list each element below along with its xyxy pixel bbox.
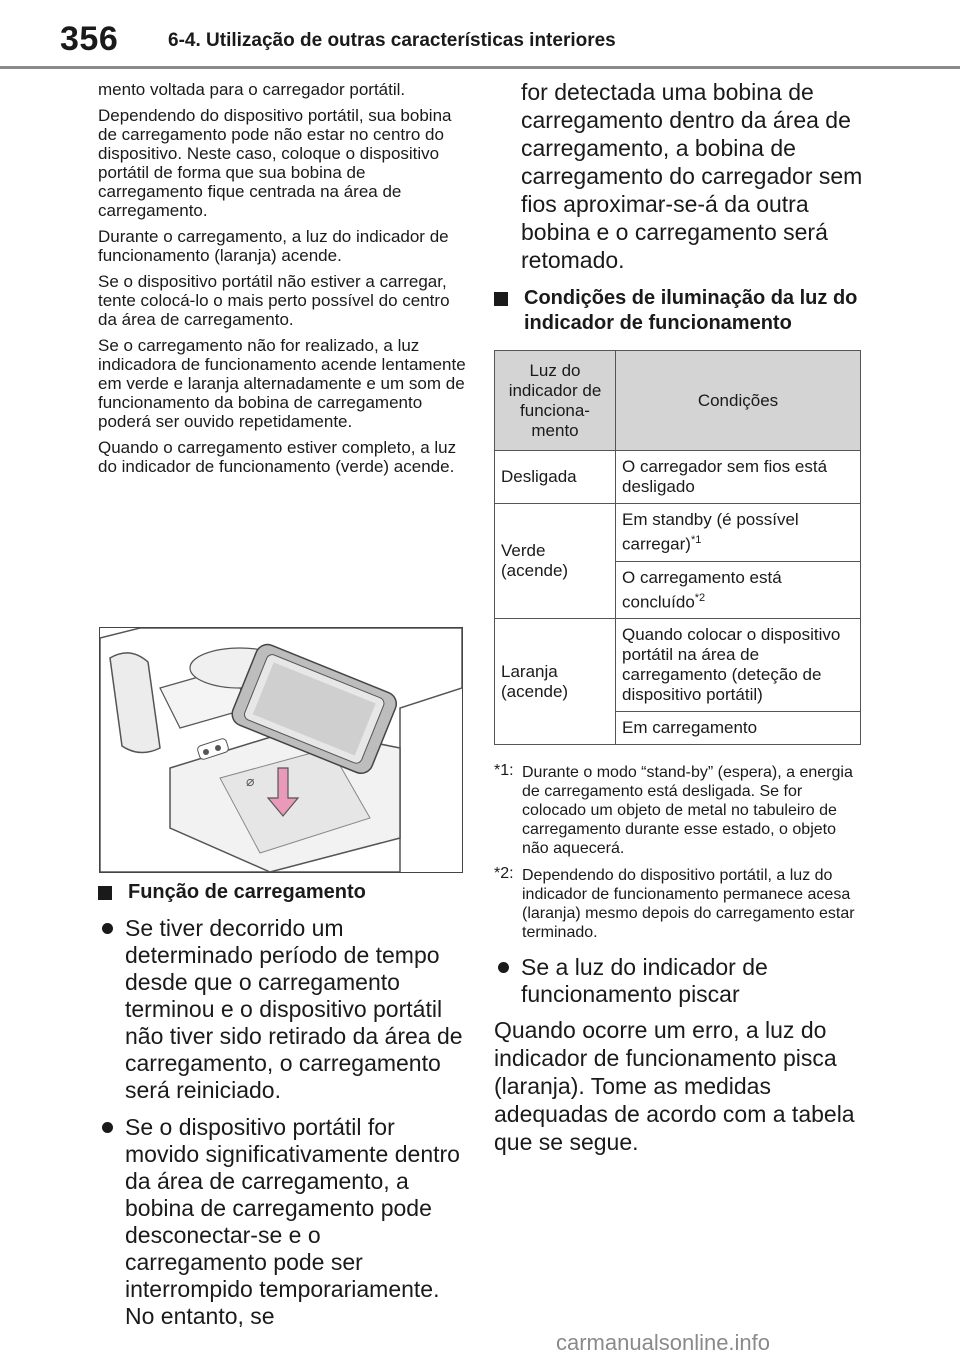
paragraph-continued: for detectada uma bobina de carregamento dentro da área de carregamento, a bobina de carregamento do carregador sem fios aproximar-se-á da outra bobina e o carregamento será retomado. [521,79,863,273]
bullet-item: Se tiver decorrido um determinado período de tempo desde que o carregamento terminou e o dispositivo portátil não tiver sido retirado da área de carregamento, o carregamento será reiniciado. [98,915,468,1104]
table-cell: O carregador sem fios está desligado [616,451,861,504]
watermark: carmanualsonline.info [556,1330,771,1355]
table-cell [616,504,861,562]
footnote [494,866,864,942]
header-rule [0,66,960,69]
section-heading-conditions: Condições de iluminação da luz do indicador de funcionamento [494,286,864,336]
cell-text: O carregamento está concluído [622,567,782,612]
bullet-item: Se a luz do indicador de funcionamento piscar [494,954,864,1008]
paragraph: Dependendo do dispositivo portátil, sua bobina de carregamento pode não estar no centro do dispositivo. Neste caso, coloque o dispositivo portátil de forma que sua bobina de carregamento fique centrada na área de carregamento. [98,106,452,220]
table-header: Luz do indicador de funciona-mento [495,351,616,451]
table-cell: Laranja (acende) [495,619,616,745]
conditions-table [494,350,861,745]
footnote-mark: *2: [494,865,514,883]
table-row [495,619,861,712]
bullet-item: Se o dispositivo portátil for movido significativamente dentro da área de carregamento, a bobina de carregamento pode desconectar-se e o carregamento pode ser interrompido temporariamente. No entanto, se [98,1114,468,1330]
table-cell: Em carregamento [616,712,861,745]
table-row [495,504,861,562]
table-row [495,451,861,504]
paragraph: Quando ocorre um erro, a luz do indicador de funcionamento pisca (laranja). Tome as medidas adequadas de acordo com a tabela que se segue. [494,1017,855,1156]
table-cell [616,561,861,619]
cell-text: Em standby (é possível carregar) [622,510,799,554]
svg-text:⌀: ⌀ [246,774,255,790]
table-cell: Desligada [495,451,616,504]
paragraph: Se o carregamento não for realizado, a luz indicadora de funcionamento acende lentamente em verde e laranja alternadamente e um som de funcionamento da bobina de carregamento poderá ser ouvido repetidamente. [98,336,466,431]
footnote-text: Durante o modo “stand-by” (espera), a energia de carregamento está desligada. Se for colocado um objeto de metal no tabuleiro de carregamento durante esse estado, o objeto não aquecerá. [522,764,853,858]
paragraph: Se o dispositivo portátil não estiver a carregar, tente colocá-lo o mais perto possível do centro da área de carregamento. [98,272,450,329]
paragraph: Durante o carregamento, a luz do indicador de funcionamento (laranja) acende. [98,227,449,265]
left-column [98,80,468,483]
footnote [494,763,864,858]
paragraph: mento voltada para o carregador portátil. [98,80,406,99]
paragraph: Quando o carregamento estiver completo, a luz do indicador de funcionamento (verde) acende. [98,438,457,476]
page-number: 356 [60,20,119,58]
footnote-mark: *1: [494,762,514,780]
table-cell: Quando colocar o dispositivo portátil na área de carregamento (deteção de dispositivo portátil) [616,619,861,712]
section-title: 6-4. Utilização de outras características interiores [168,30,616,51]
right-column [494,78,864,1156]
footnote-ref: *1 [690,534,702,546]
section-heading-charging: Função de carregamento [98,880,468,905]
table-header: Condições [616,351,861,451]
table-cell: Verde (acende) [495,504,616,619]
footnote-text: Dependendo do dispositivo portátil, a luz do indicador de funcionamento permanece acesa (laranja) mesmo depois do carregamento estar terminado. [522,867,855,942]
footnote-ref: *2 [694,591,706,604]
wireless-charger-illustration [99,627,463,873]
